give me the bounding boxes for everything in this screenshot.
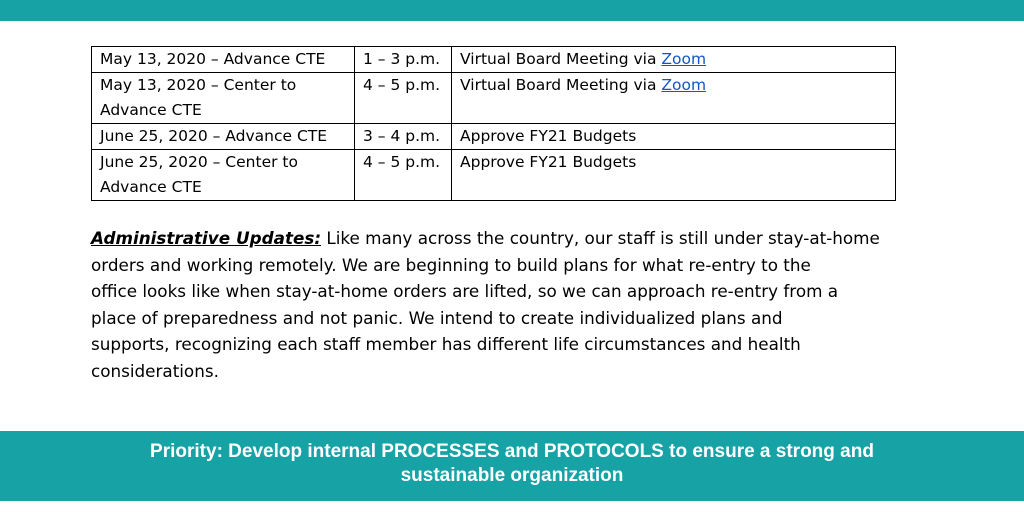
meeting-time: 4 – 5 p.m. bbox=[363, 76, 441, 94]
table-row bbox=[92, 124, 896, 150]
paragraph-line: orders and working remotely. We are beginning to build plans for what re-entry to the bbox=[91, 254, 811, 275]
paragraph-text: Like many across the country, our staff is still under stay-at-home bbox=[321, 228, 880, 248]
meeting-date: May 13, 2020 – Advance CTE bbox=[100, 50, 326, 68]
meeting-date: May 13, 2020 – Center to bbox=[100, 76, 297, 94]
table-row bbox=[92, 47, 896, 73]
top-accent-bar bbox=[0, 0, 1024, 21]
zoom-link[interactable]: Zoom bbox=[661, 50, 707, 68]
zoom-link[interactable]: Zoom bbox=[661, 76, 707, 94]
meeting-description: Approve FY21 Budgets bbox=[460, 153, 637, 171]
priority-banner bbox=[0, 431, 1024, 501]
administrative-updates-paragraph bbox=[91, 225, 911, 385]
paragraph-line: supports, recognizing each staff member has different life circumstances and health bbox=[91, 334, 801, 355]
meeting-description-cell bbox=[452, 150, 896, 201]
meeting-description-cell bbox=[452, 124, 896, 150]
paragraph-line bbox=[91, 225, 911, 252]
table-row bbox=[92, 73, 896, 124]
meeting-date-cell bbox=[92, 73, 355, 124]
meeting-date-cell bbox=[92, 47, 355, 73]
priority-line: Priority: Develop internal PROCESSES and PROTOCOLS to ensure a strong and bbox=[150, 441, 874, 462]
meeting-time: 4 – 5 p.m. bbox=[363, 153, 441, 171]
meeting-description-cell bbox=[452, 73, 896, 124]
priority-text bbox=[0, 440, 1024, 488]
meeting-time-cell bbox=[355, 124, 452, 150]
meeting-time-cell bbox=[355, 73, 452, 124]
meeting-description: Approve FY21 Budgets bbox=[460, 127, 637, 145]
table-row bbox=[92, 150, 896, 201]
meeting-time: 3 – 4 p.m. bbox=[363, 127, 441, 145]
paragraph-line: considerations. bbox=[91, 360, 219, 381]
meeting-description-cell bbox=[452, 47, 896, 73]
meeting-date-cell bbox=[92, 124, 355, 150]
paragraph-line: office looks like when stay-at-home orders are lifted, so we can approach re-entry from a bbox=[91, 281, 839, 302]
meeting-time: 1 – 3 p.m. bbox=[363, 50, 441, 68]
meeting-date-cell bbox=[92, 150, 355, 201]
meeting-date-continued: Advance CTE bbox=[100, 101, 202, 119]
administrative-updates-heading: Administrative Updates: bbox=[91, 228, 322, 248]
meeting-description: Virtual Board Meeting via bbox=[460, 50, 662, 68]
meeting-time-cell bbox=[355, 47, 452, 73]
meeting-description: Virtual Board Meeting via bbox=[460, 76, 662, 94]
meeting-time-cell bbox=[355, 150, 452, 201]
paragraph-line: place of preparedness and not panic. We intend to create individualized plans and bbox=[91, 307, 783, 328]
meeting-date: June 25, 2020 – Advance CTE bbox=[100, 127, 328, 145]
meeting-date: June 25, 2020 – Center to bbox=[100, 153, 298, 171]
meeting-schedule-table bbox=[91, 46, 896, 201]
meeting-date-continued: Advance CTE bbox=[100, 178, 202, 196]
priority-line: sustainable organization bbox=[400, 465, 624, 486]
